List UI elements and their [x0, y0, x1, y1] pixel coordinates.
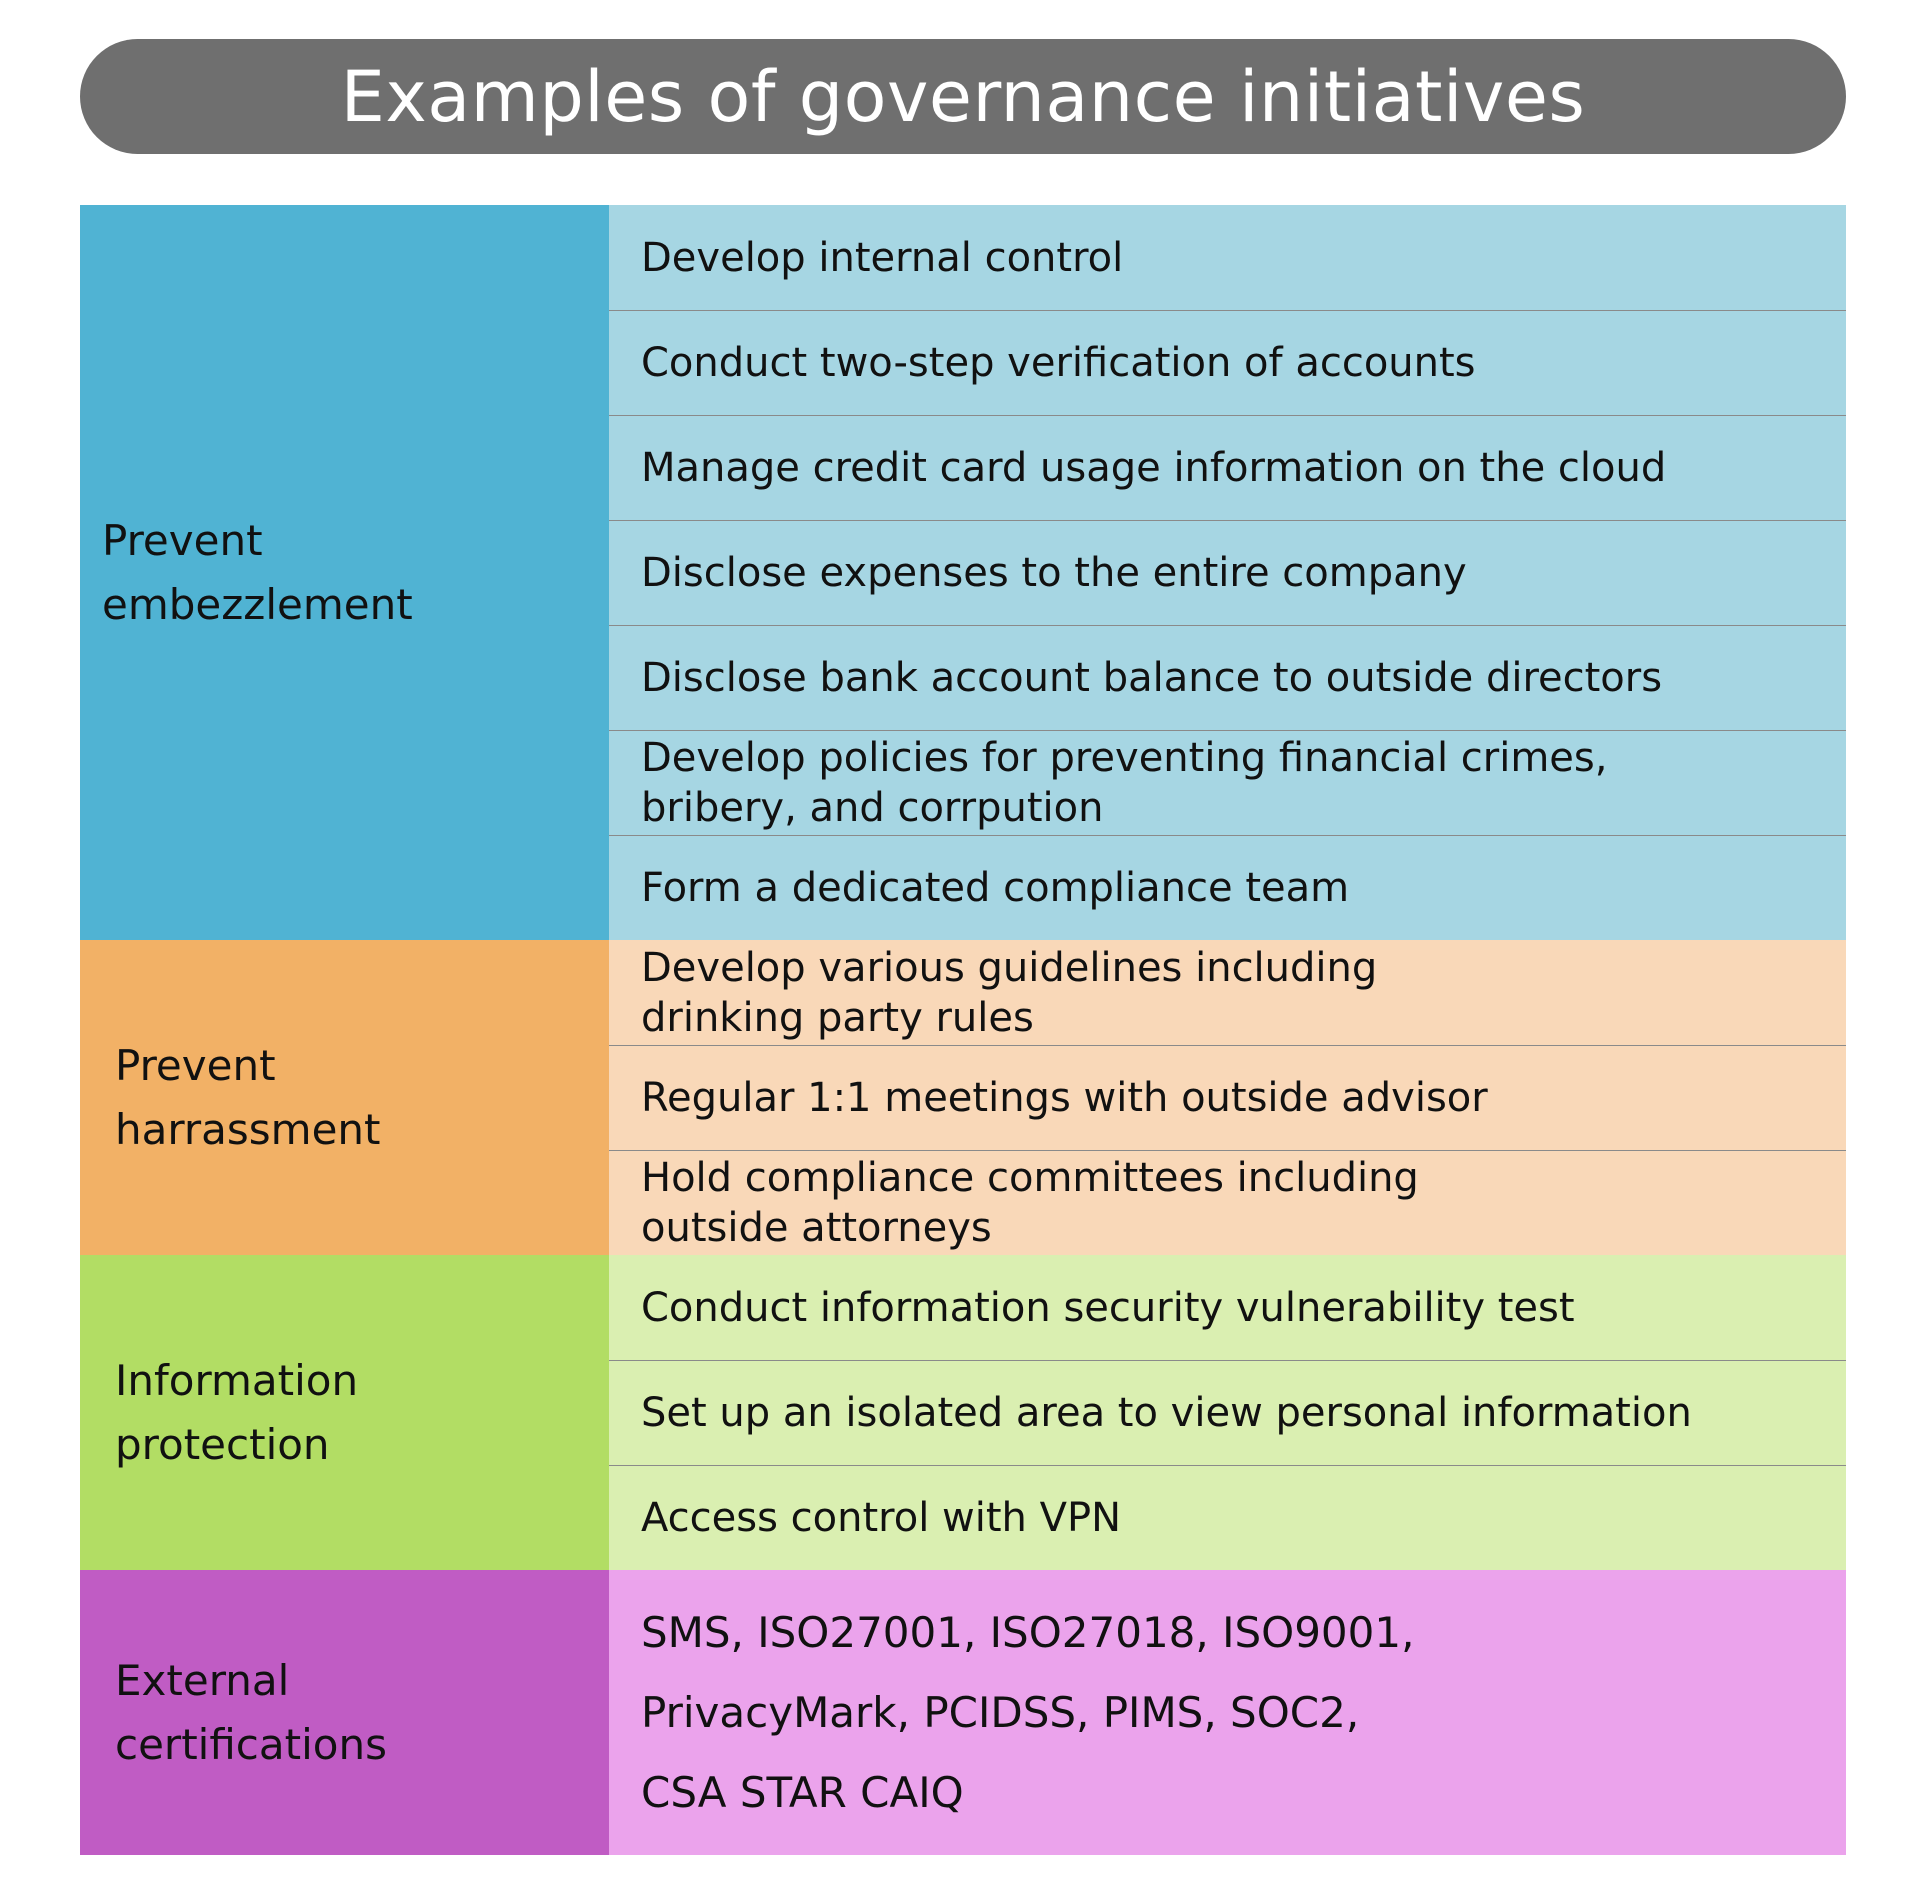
item-two-step-verification: Conduct two-step verification of accounts: [609, 310, 1846, 415]
item-compliance-committees: Hold compliance committees including outside attorneys: [609, 1150, 1846, 1255]
group-prevent-harrassment: [80, 940, 1846, 1255]
page-title: Examples of governance initiatives: [80, 39, 1846, 154]
item-isolated-area: Set up an isolated area to view personal information: [609, 1360, 1846, 1465]
item-credit-card-cloud: Manage credit card usage information on the cloud: [609, 415, 1846, 520]
item-guidelines-drinking-party: Develop various guidelines including drinking party rules: [641, 944, 1378, 1041]
item-disclose-bank-balance: Disclose bank account balance to outside directors: [609, 625, 1846, 730]
item-financial-crime-policies: Develop policies for preventing financial crimes, bribery, and corrpution: [609, 730, 1846, 835]
category-prevent-embezzlement: Prevent embezzlement: [80, 205, 609, 940]
item-develop-internal-control: Develop internal control: [641, 234, 1124, 281]
items-information-protection: [609, 1255, 1846, 1570]
group-prevent-embezzlement: [80, 205, 1846, 940]
group-information-protection: [80, 1255, 1846, 1570]
items-external-certifications: [609, 1570, 1846, 1855]
item-vpn-access-control: Access control with VPN: [609, 1465, 1846, 1570]
governance-table: [80, 205, 1846, 1855]
item-one-on-one-meetings: Regular 1:1 meetings with outside advisor: [609, 1045, 1846, 1150]
items-prevent-harrassment: [609, 940, 1846, 1255]
category-external-certifications: External certifications: [80, 1570, 609, 1855]
group-external-certifications: [80, 1570, 1846, 1855]
category-information-protection: Information protection: [80, 1255, 609, 1570]
items-prevent-embezzlement: [609, 205, 1846, 940]
item-disclose-expenses: Disclose expenses to the entire company: [609, 520, 1846, 625]
item-vulnerability-test: Conduct information security vulnerability test: [641, 1284, 1575, 1331]
category-prevent-harrassment: Prevent harrassment: [80, 940, 609, 1255]
item-certification-list: SMS, ISO27001, ISO27018, ISO9001, PrivacyMark, PCIDSS, PIMS, SOC2, CSA STAR CAIQ: [641, 1607, 1415, 1817]
item-compliance-team: Form a dedicated compliance team: [609, 835, 1846, 940]
